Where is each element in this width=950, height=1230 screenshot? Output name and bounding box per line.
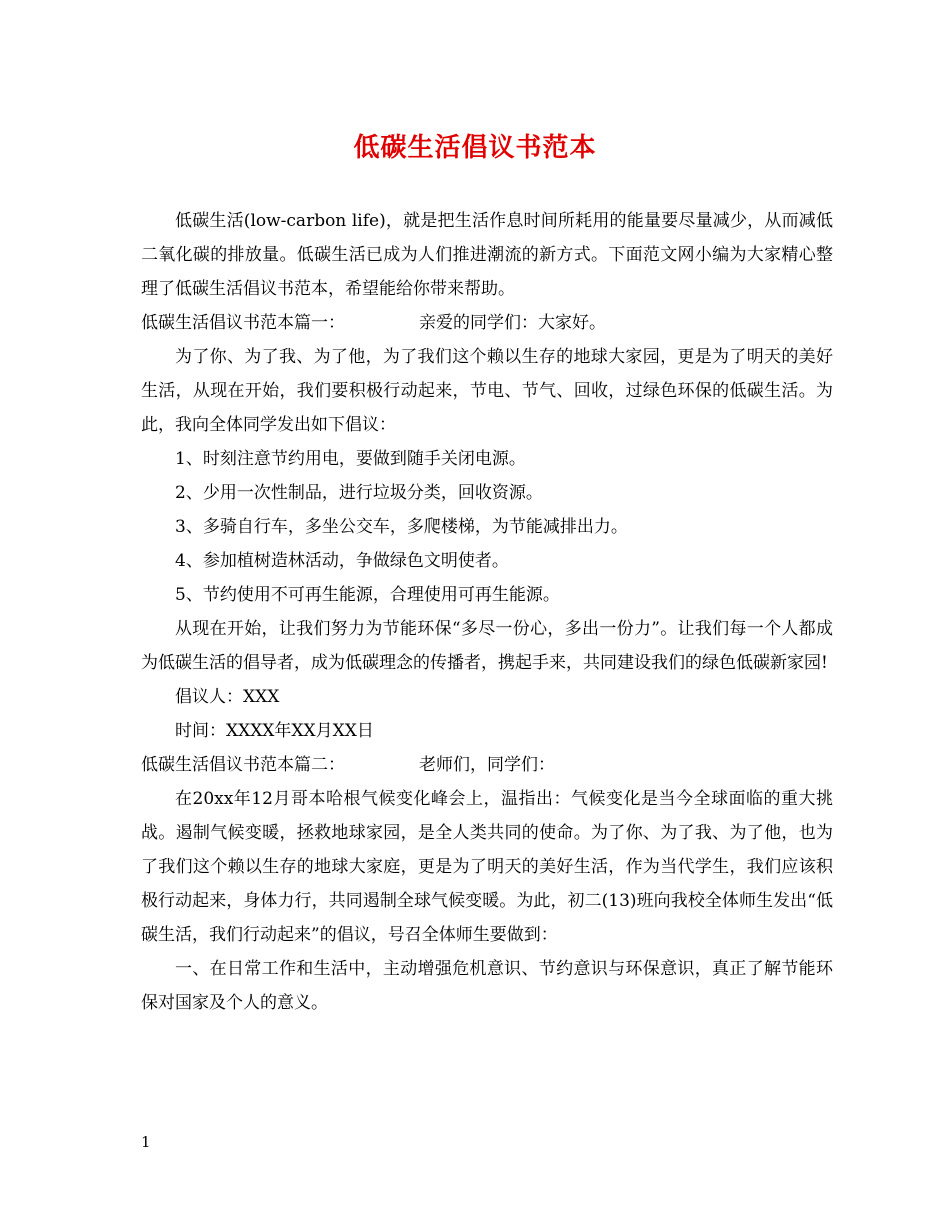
intro-paragraph: 低碳生活(low-carbon life)，就是把生活作息时间所耗用的能量要尽量减少，从而减低二氧化碳的排放量。低碳生活已成为人们推进潮流的新方式。下面范文网小编为大家精心整理了低碳生活倡议书范本，希望能给你带来帮助。 — [141, 211, 833, 299]
section-one-paragraph-2: 从现在开始，让我们努力为节能环保“多尽一份心，多出一份力”。让我们每一个人都成为低碳生活的倡导者，成为低碳理念的传播者，携起手来，共同建设我们的绿色低碳新家园! — [141, 619, 833, 673]
document-title: 低碳生活倡议书范本 — [353, 133, 597, 163]
document-body — [141, 204, 833, 1020]
section-two-paragraph-2: 一、在日常工作和生活中，主动增强危机意识、节约意识与环保意识，真正了解节能环保对国家及个人的意义。 — [141, 959, 833, 1013]
section-one-heading-line — [141, 306, 833, 340]
section-one-paragraph-1: 为了你、为了我、为了他，为了我们这个赖以生存的地球大家园，更是为了明天的美好生活，从现在开始，我们要积极行动起来，节电、节气、回收，过绿色环保的低碳生活。为此，我向全体同学发出如下倡议： — [141, 347, 833, 435]
list-item: 4、参加植树造林活动，争做绿色文明使者。 — [175, 551, 509, 571]
signer-line: 倡议人：XXX — [175, 687, 280, 707]
page-number: 1 — [141, 1133, 151, 1151]
section-two-heading: 低碳生活倡议书范本篇二： — [141, 755, 345, 775]
section-two-greeting: 老师们，同学们： — [419, 755, 555, 775]
list-item: 1、时刻注意节约用电，要做到随手关闭电源。 — [175, 449, 526, 469]
section-one-heading: 低碳生活倡议书范本篇一： — [141, 313, 345, 333]
section-one-greeting: 亲爱的同学们：大家好。 — [419, 313, 606, 333]
date-line: 时间：XXXX年XX月XX日 — [175, 721, 374, 741]
list-item: 5、节约使用不可再生能源，合理使用可再生能源。 — [175, 585, 560, 605]
list-item: 2、少用一次性制品，进行垃圾分类，回收资源。 — [175, 483, 543, 503]
section-two-heading-line — [141, 748, 833, 782]
section-two-paragraph-1: 在20xx年12月哥本哈根气候变化峰会上，温指出：气候变化是当今全球面临的重大挑战。遏制气候变暖，拯救地球家园，是全人类共同的使命。为了你、为了我、为了他，也为了我们这个赖以生存的地球大家庭，更是为了明天的美好生活，作为当代学生，我们应该积极行动起来，身体力行，共同遏制全球气候变暖。为此，初二(13)班向我校全体师生发出“低碳生活，我们行动起来”的倡议，号召全体师生要做到： — [141, 789, 833, 945]
list-item: 3、多骑自行车，多坐公交车，多爬楼梯，为节能减排出力。 — [175, 517, 628, 537]
